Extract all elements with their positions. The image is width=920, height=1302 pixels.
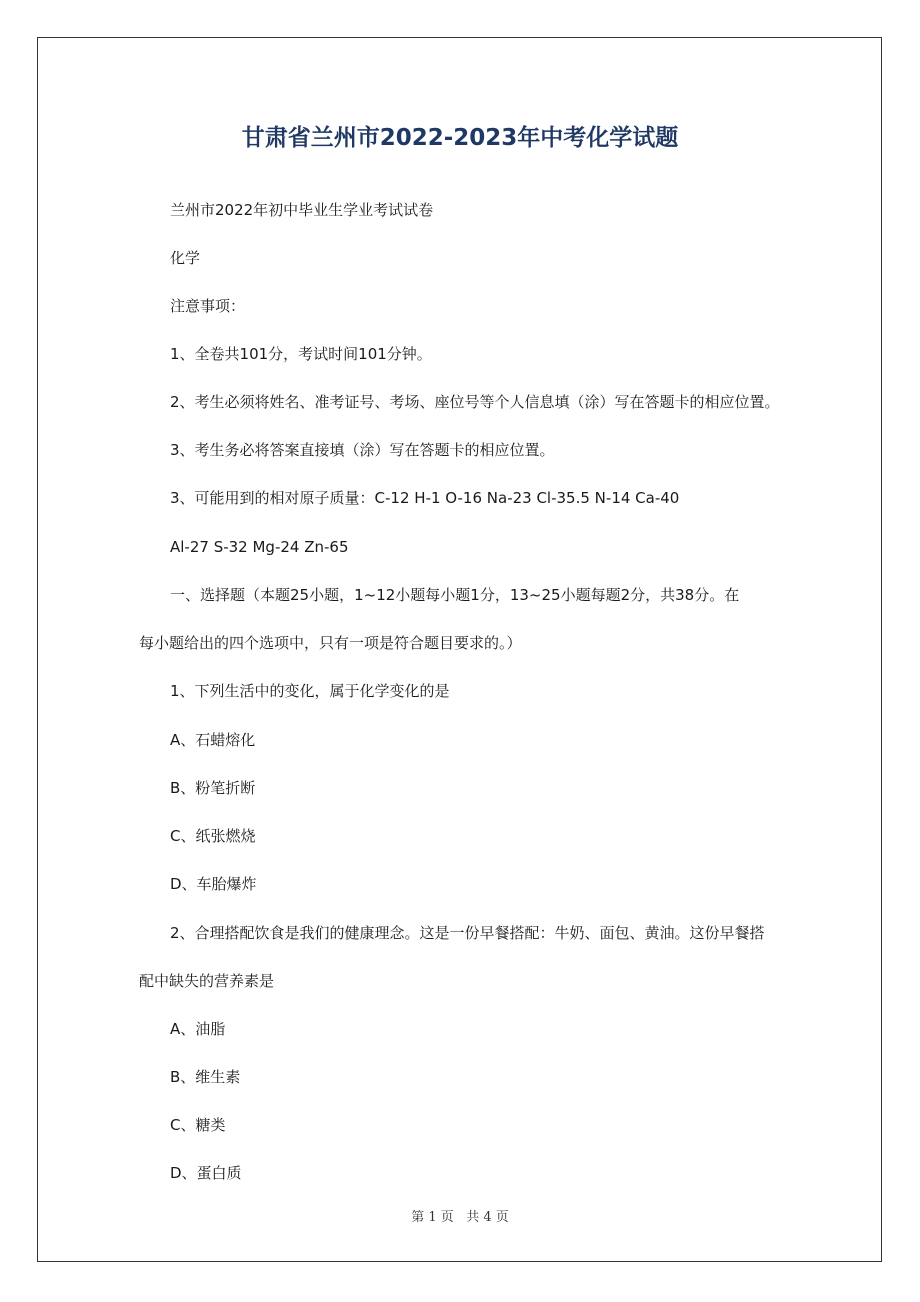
page-footer: 第 1 页 共 4 页	[411, 1210, 509, 1225]
subject-label: 化学	[170, 249, 201, 267]
question-2-option-d: D、蛋白质	[170, 1164, 242, 1182]
section-instructions-line-2: 每小题给出的四个选项中，只有一项是符合题目要求的。）	[139, 634, 522, 652]
exam-paper-heading: 兰州市2022年初中毕业生学业考试试卷	[170, 201, 434, 219]
notice-heading: 注意事项：	[170, 297, 246, 315]
question-1-stem: 1、下列生活中的变化，属于化学变化的是	[170, 682, 450, 700]
question-2-option-c: C、糖类	[170, 1116, 226, 1134]
question-1-option-c: C、纸张燃烧	[170, 827, 256, 845]
question-1-option-d: D、车胎爆炸	[170, 875, 257, 893]
notice-item-3: 3、考生务必将答案直接填（涂）写在答题卡的相应位置。	[170, 441, 555, 459]
atomic-mass-line-2: Al-27 S-32 Mg-24 Zn-65	[170, 538, 349, 556]
question-2-stem-line-2: 配中缺失的营养素是	[139, 972, 275, 990]
notice-item-2: 2、考生必须将姓名、准考证号、考场、座位号等个人信息填（涂）写在答题卡的相应位置。	[170, 393, 780, 411]
question-2-stem-line-1: 2、合理搭配饮食是我们的健康理念。这是一份早餐搭配：牛奶、面包、黄油。这份早餐搭	[170, 924, 765, 942]
document-title: 甘肃省兰州市2022-2023年中考化学试题	[241, 125, 679, 151]
question-2-option-b: B、维生素	[170, 1068, 241, 1086]
question-1-option-b: B、粉笔折断	[170, 779, 256, 797]
question-1-option-a: A、石蜡熔化	[170, 731, 256, 749]
question-2-option-a: A、油脂	[170, 1020, 226, 1038]
atomic-mass-line-1: 3、可能用到的相对原子质量：C-12 H-1 O-16 Na-23 Cl-35.5 N-14 Ca-40	[170, 489, 680, 507]
section-instructions-line-1: 一、选择题（本题25小题，1~12小题每小题1分，13~25小题每题2分，共38分。在	[170, 586, 740, 604]
notice-item-1: 1、全卷共101分，考试时间101分钟。	[170, 345, 432, 363]
